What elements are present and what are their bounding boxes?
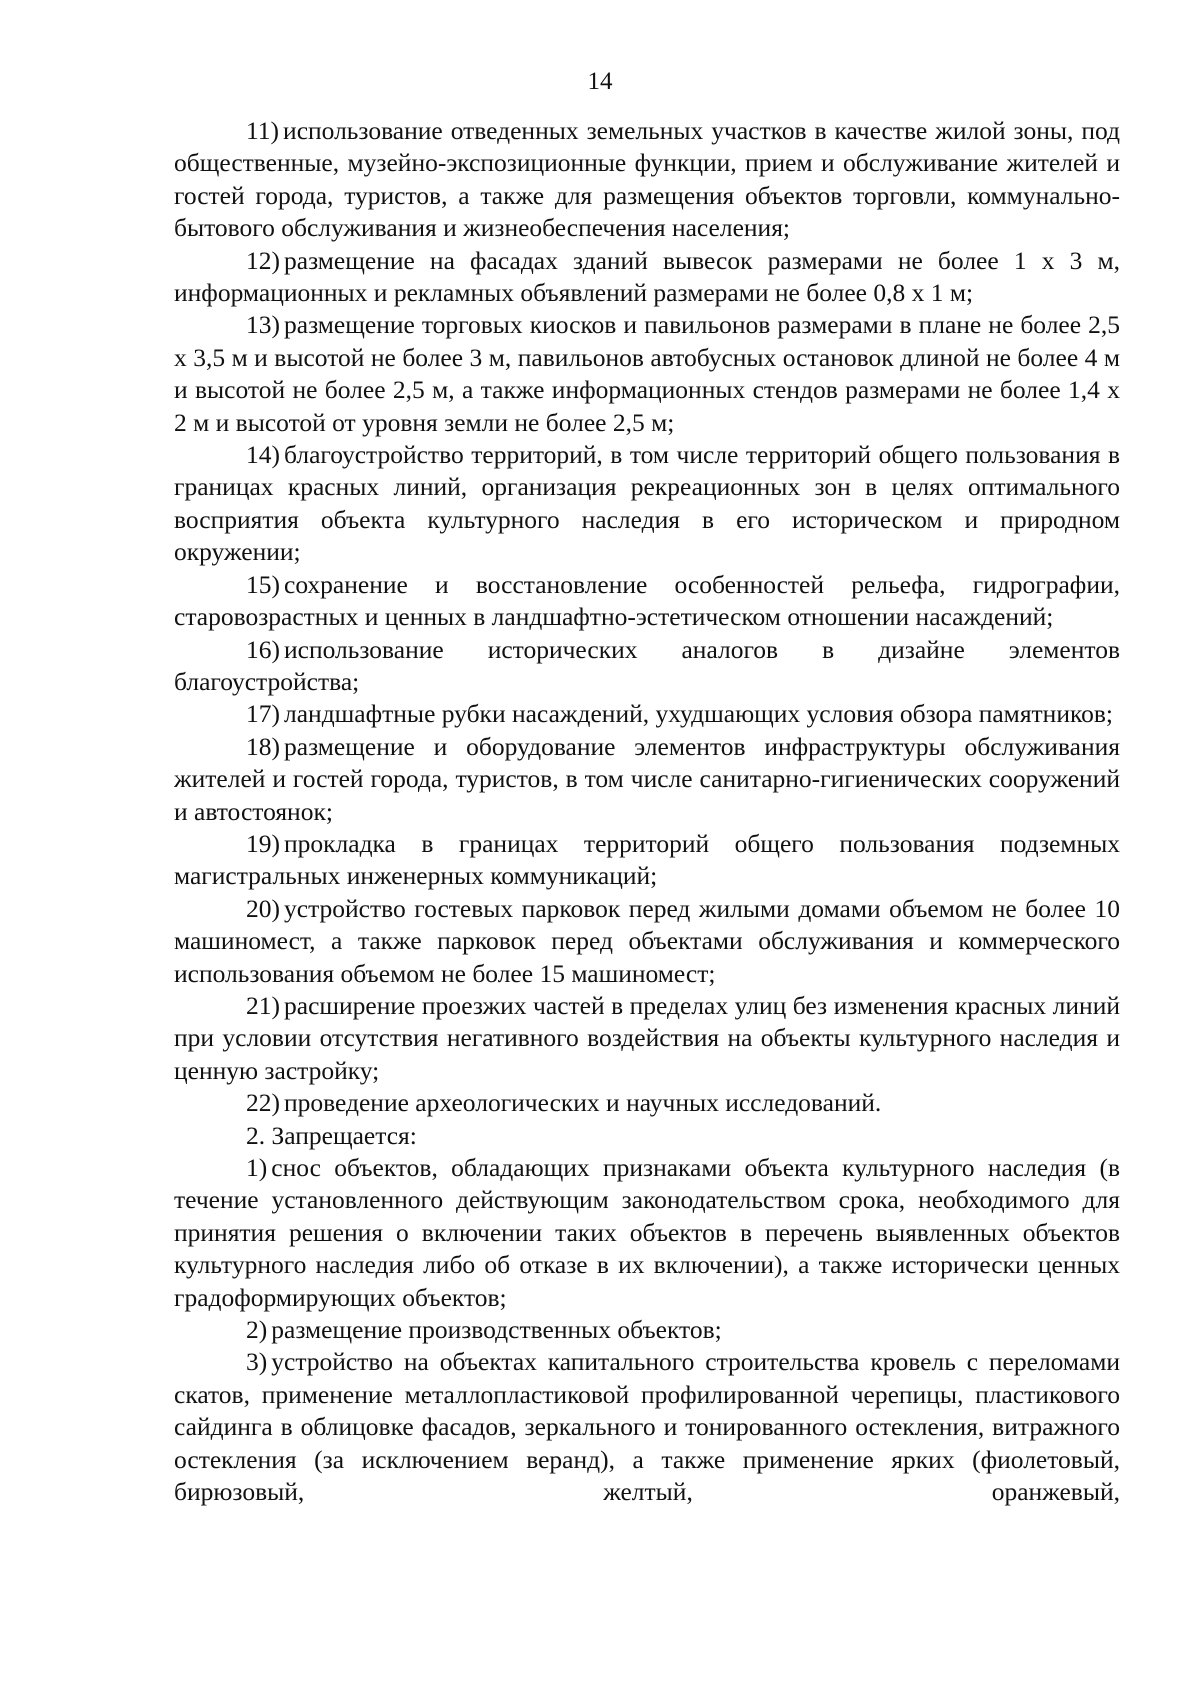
item-text: размещение и оборудование элементов инфраструктуры обслуживания жителей и гостей города, туристов, в том числе санитарно-гигиенических сооружений и автостоянок; [174, 731, 1120, 826]
item-text: проведение археологических и научных исследований. [284, 1088, 882, 1118]
item-text: благоустройство территорий, в том числе территорий общего пользования в границах красных линий, организация рекреационных зон в целях оптимального восприятия объекта культурного наследия в его историческом и природном окружении; [174, 440, 1120, 567]
item-text: прокладка в границах территорий общего пользования подземных магистральных инженерных коммуникаций; [174, 828, 1120, 891]
list-item [174, 990, 1120, 1087]
item-number: 15) [246, 569, 280, 599]
list-item [174, 731, 1120, 828]
item-number: 2) [246, 1315, 268, 1345]
list-item [174, 245, 1120, 310]
list-item [174, 439, 1120, 569]
item-number: 12) [246, 245, 280, 275]
item-text: размещение на фасадах зданий вывесок размерами не более 1 х 3 м, информационных и рекламных объявлений размерами не более 0,8 х 1 м; [174, 245, 1120, 308]
item-number: 17) [246, 699, 280, 729]
item-number: 3) [246, 1347, 268, 1377]
page-number: 14 [587, 68, 613, 95]
item-text: устройство на объектах капитального строительства кровель с переломами скатов, применение металлопластиковой профилированной черепицы, пластикового сайдинга в облицовке фасадов, зеркального и тонированного остекления, витражного остекления (за исключением веранд), а также применение ярких (фиолетовый, бирюзовый, желтый, оранжевый, [174, 1347, 1120, 1507]
item-text: ландшафтные рубки насаждений, ухудшающих условия обзора памятников; [284, 699, 1113, 729]
item-number: 22) [246, 1088, 280, 1118]
list-item [174, 828, 1120, 893]
item-text: размещение производственных объектов; [271, 1315, 722, 1345]
item-number: 1) [246, 1153, 268, 1182]
item-text: использование исторических аналогов в дизайне элементов благоустройства; [174, 634, 1120, 696]
list-item [174, 569, 1120, 634]
item-number: 19) [246, 828, 280, 858]
prohibited-item [174, 1346, 1120, 1508]
item-number: 16) [246, 634, 280, 664]
item-number: 21) [246, 990, 280, 1020]
list-item [174, 309, 1120, 439]
item-text: расширение проезжих частей в пределах улиц без изменения красных линий при условии отсутствия негативного воздействия на объекты культурного наследия и ценную застройку; [174, 990, 1120, 1085]
list-item [174, 893, 1120, 990]
item-number: 11) [246, 116, 280, 145]
list-item [174, 698, 1120, 730]
item-text: снос объектов, обладающих признаками объекта культурного наследия (в течение установленного действующим законодательством срока, необходимого для принятия решения о включении таких объектов в перечень выявленных объектов культурного наследия либо об отказе в их включении), а также исторически ценных градоформирующих объектов; [174, 1153, 1120, 1312]
item-text: сохранение и восстановление особенностей рельефа, гидрографии, старовозрастных и ценных в ландшафтно-эстетическом отношении насаждений; [174, 569, 1120, 632]
item-text: размещение торговых киосков и павильонов размерами в плане не более 2,5 х 3,5 м и высотой не более 3 м, павильонов автобусных остановок длиной не более 4 м и высотой не более 2,5 м, а также информационных стендов размерами не более 1,4 х 2 м и высотой от уровня земли не более 2,5 м; [174, 310, 1120, 437]
document-body [174, 115, 1120, 1508]
item-number: 18) [246, 731, 280, 761]
list-item [174, 1087, 1120, 1119]
list-item [174, 634, 1120, 699]
section-heading: 2. Запрещается: [246, 1120, 417, 1150]
prohibited-item [174, 1314, 1120, 1346]
item-number: 20) [246, 893, 280, 923]
item-number: 13) [246, 310, 280, 340]
item-text: устройство гостевых парковок перед жилыми домами объемом не более 10 машиномест, а также парковок перед объектами обслуживания и коммерческого использования объемом не более 15 машиномест; [174, 893, 1120, 988]
list-item [174, 115, 1120, 245]
item-text: использование отведенных земельных участков в качестве жилой зоны, под общественные, музейно-экспозиционные функции, прием и обслуживание жителей и гостей города, туристов, а также для размещения объектов торговли, коммунально-бытового обслуживания и жизнеобеспечения населения; [174, 116, 1120, 243]
prohibited-item [174, 1152, 1120, 1314]
item-number: 14) [246, 440, 280, 470]
